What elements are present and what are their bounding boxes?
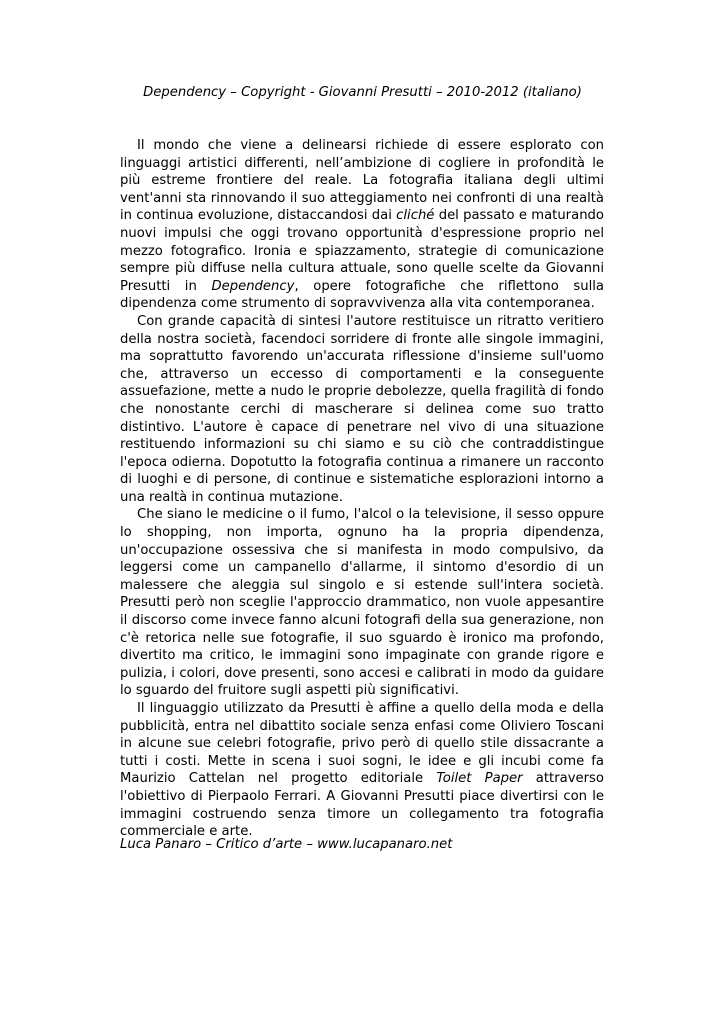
paragraph-4-text-a: Il linguaggio utilizzato da Presutti è affine a quello della moda e della pubblicità, entra nel dibattito sociale senza enfasi come Oliviero Toscani in alcune sue celebri fotografie, privo però di quello stile dissacrante a tutti i costi. Mette in scena i suoi sogni, le idee e gli incubi come fa Maurizio Cattelan nel progetto editoriale — [120, 701, 604, 787]
paragraph-1-text-c: , opere fotografiche che riflettono sulla dipendenza come strumento di sopravvivenza alla vita contemporanea. — [120, 278, 604, 312]
paragraph-1-emphasis-cliche: cliché — [396, 208, 435, 224]
paragraph-4 — [120, 700, 604, 841]
paragraph-1 — [120, 137, 604, 313]
author-signature — [120, 836, 452, 854]
paragraph-4-text-b: attraverso l'obiettivo di Pierpaolo Ferrari. A Giovanni Presutti piace divertirsi con le immagini costruendo senza timore un collegamento tra fotografia commerciale e arte. — [120, 771, 604, 840]
paragraph-3-text: Che siano le medicine o il fumo, l'alcol o la televisione, il sesso oppure lo shopping, non importa, ognuno ha la propria dipendenza, un'occupazione ossessiva che si manifesta in modo compulsivo, da leggersi come un campanello d'allarme, il sintomo d'esordio di un malessere che aleggia sul singolo e si estende sull'intera società. Presutti però non sceglie l'approccio drammatico, non vuole appesantire il discorso come invece fanno alcuni fotografi della sua generazione, non c'è retorica nelle sue fotografie, il suo sguardo è ironico ma profondo, divertito ma critico, le immagini sono impaginate con grande rigore e pulizia, i colori, dove presenti, sono accesi e calibrati in modo da guidare lo sguardo del fruitore sugli aspetti più significativi. — [120, 507, 604, 699]
paragraph-1-text-b: del passato e maturando nuovi impulsi che oggi trovano opportunità d'espressione proprio nel mezzo fotografico. Ironia e spiazzamento, strategie di comunicazione sempre più diffuse nella cultura attuale, sono quelle scelte da Giovanni Presutti in — [120, 208, 604, 294]
header-title: Dependency – Copyright - Giovanni Presutti – 2010-2012 (italiano) — [143, 85, 582, 100]
article-body — [120, 137, 604, 841]
paragraph-2-text: Con grande capacità di sintesi l'autore restituisce un ritratto veritiero della nostra società, facendoci sorridere di fronte alle singole immagini, ma soprattutto favorendo un'accurata riflessione d'insieme sull'uomo che, attraverso un eccesso di comportamenti e la conseguente assuefazione, mette a nudo le proprie debolezze, quella fragilità di fondo che nonostante cerchi di mascherare si delinea come suo tratto distintivo. L'autore è capace di penetrare nel vivo di una situazione restituendo informazioni su chi siamo e su ciò che contraddistingue l'epoca odierna. Dopotutto la fotografia continua a rimanere un racconto di luoghi e di persone, di continue e sistematiche esplorazioni intorno a una realtà in continua mutazione. — [120, 313, 604, 505]
paragraph-3 — [120, 506, 604, 700]
paragraph-1-text-a: Il mondo che viene a delinearsi richiede di essere esplorato con linguaggi artistici differenti, nell’ambizione di cogliere in profondità le più estreme frontiere del reale. La fotografia italiana degli ultimi vent'anni sta rinnovando il suo atteggiamento nei confronti di una realtà in continua evoluzione, distaccandosi dai — [120, 138, 604, 224]
paragraph-1-emphasis-dependency: Dependency — [211, 278, 295, 294]
document-header — [0, 84, 725, 102]
paragraph-4-emphasis-toilet-paper: Toilet Paper — [436, 771, 523, 787]
paragraph-2 — [120, 313, 604, 507]
signature-text: Luca Panaro – Critico d’arte – www.lucapanaro.net — [120, 837, 453, 852]
